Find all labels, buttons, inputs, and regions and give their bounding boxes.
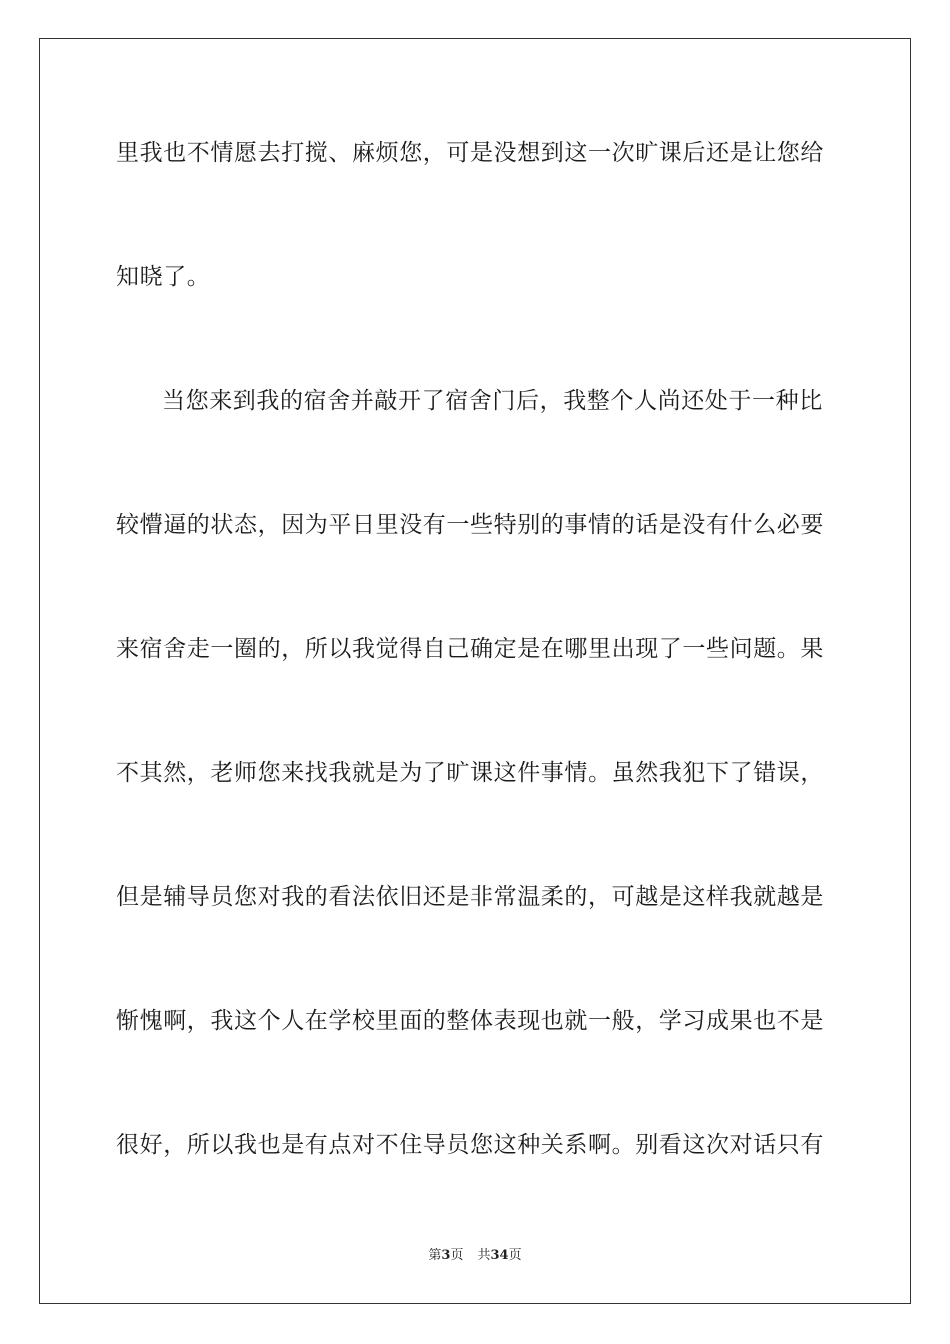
body-text-line-2: 知晓了。 [116,264,211,290]
body-text-line-9: 很好，所以我也是有点对不住导员您这种关系啊。别看这次对话只有 [116,1132,824,1158]
body-text-line-5: 来宿舍走一圈的，所以我觉得自己确定是在哪里出现了一些问题。果 [116,636,824,662]
page-prefix: 第 [428,1248,442,1263]
body-text-line-4: 较懵逼的状态，因为平日里没有一些特别的事情的话是没有什么必要 [116,512,824,538]
body-text-line-8: 惭愧啊，我这个人在学校里面的整体表现也就一般，学习成果也不是 [116,1008,824,1034]
total-prefix: 共 [477,1248,491,1263]
body-text-line-1: 里我也不情愿去打搅、麻烦您，可是没想到这一次旷课后还是让您给 [116,140,824,166]
page-footer [0,1247,950,1265]
body-text-line-6: 不其然，老师您来找我就是为了旷课这件事情。虽然我犯下了错误， [116,760,824,786]
total-suffix: 页 [508,1248,522,1263]
page-number: 3 [441,1248,451,1263]
body-text-line-3: 当您来到我的宿舍并敲开了宿舍门后，我整个人尚还处于一种比 [162,388,823,414]
body-text-line-7: 但是辅导员您对我的看法依旧还是非常温柔的，可越是这样我就越是 [116,884,824,910]
page-border [39,38,911,1304]
total-pages: 34 [490,1248,509,1263]
page-suffix: 页 [450,1248,464,1263]
